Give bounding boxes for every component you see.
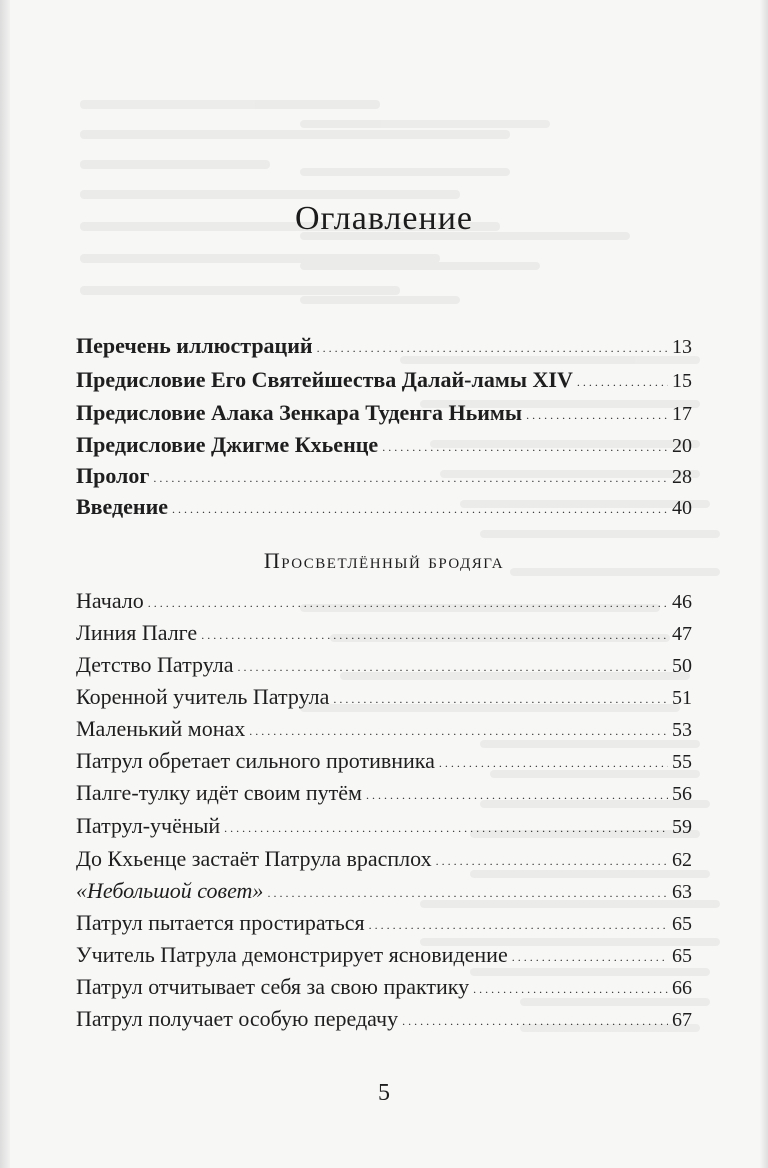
toc-entry-page: 65 [672,945,692,967]
toc-entry-page: 51 [672,687,692,709]
toc-entry-page: 67 [672,1009,692,1031]
toc-entry-page: 40 [672,497,692,519]
toc-entry-page: 47 [672,623,692,645]
toc-entry-page: 66 [672,977,692,999]
toc-entry[interactable] [76,748,692,774]
toc-entry[interactable] [76,588,692,614]
toc-entry-page: 63 [672,881,692,903]
leader-dots [402,1005,668,1031]
leader-dots [224,812,668,838]
toc-entry-label: Палге-тулку идёт своим путём [76,780,362,805]
toc-entry-page: 65 [672,913,692,935]
toc-entry-page: 46 [672,591,692,613]
toc-entry-page: 28 [672,466,692,488]
leader-dots [436,845,668,871]
toc-entry-label: Детство Патрула [76,652,234,677]
leader-dots [333,683,668,709]
toc-entry-page: 55 [672,751,692,773]
toc-entry-page: 56 [672,783,692,805]
toc-entry-label: Патрул отчитывает себя за свою практику [76,974,470,999]
toc-entry-label: До Кхьенце застаёт Патрула врасплох [76,846,432,871]
leader-dots [366,779,668,805]
toc-entry[interactable] [76,1006,692,1032]
toc-entry-page: 17 [672,403,692,425]
section-heading: Просветлённый бродяга [263,548,505,573]
toc-entry-label: Начало [76,588,144,613]
page-number: 5 [378,1080,390,1106]
toc-entry-label: Учитель Патрула демонстрирует ясновидение [76,942,508,967]
toc-entry[interactable] [76,878,692,904]
leader-dots [512,941,668,967]
leader-dots [439,747,668,773]
toc-entry[interactable] [76,846,692,872]
leader-dots [369,909,668,935]
toc-entry[interactable] [76,942,692,968]
toc-entry-label: Линия Палге [76,620,198,645]
toc-entry-label: Предисловие Алака Зенкара Туденга Ньимы [76,400,523,425]
toc-entry-label: Предисловие Его Святейшества Далай-ламы XIV [76,367,573,392]
toc-entry-label: Коренной учитель Патрула [76,684,330,709]
toc-entry-label: Маленький монах [76,716,246,741]
toc-entry[interactable] [76,716,692,742]
toc-entry[interactable] [76,780,692,806]
toc-entry-page: 13 [672,336,692,358]
toc-entry-page: 62 [672,849,692,871]
toc-entry-label: Патрул-учёный [76,813,221,838]
toc-entry-page: 50 [672,655,692,677]
toc-entry[interactable] [76,620,692,646]
toc-entry-page: 15 [672,370,692,392]
toc-entry-label: Патрул пытается простираться [76,910,365,935]
toc-entry-label: Введение [76,494,169,519]
toc-entry[interactable] [76,974,692,1000]
toc-entry[interactable] [76,910,692,936]
toc-entry-page: 20 [672,435,692,457]
leader-dots [201,619,668,645]
toc-title: Оглавление [295,200,473,237]
toc-entry-label: Патрул получает особую передачу [76,1006,399,1031]
toc-entry-label: Предисловие Джигме Кхьенце [76,432,379,457]
toc-entry-page: 53 [672,719,692,741]
toc-entry-label: Пролог [76,463,150,488]
toc-entry[interactable] [76,652,692,678]
toc-entry-label: Перечень иллюстраций [76,333,313,358]
leader-dots [249,715,668,741]
toc-entry-label: Патрул обретает сильного противника [76,748,435,773]
leader-dots [473,973,668,999]
toc-entry-page: 59 [672,816,692,838]
leader-dots [238,651,669,677]
toc-entry[interactable] [76,684,692,710]
toc-entry-label: «Небольшой совет» [76,878,264,903]
leader-dots [267,877,668,903]
leader-dots [148,587,668,613]
toc-entry[interactable] [76,813,692,839]
